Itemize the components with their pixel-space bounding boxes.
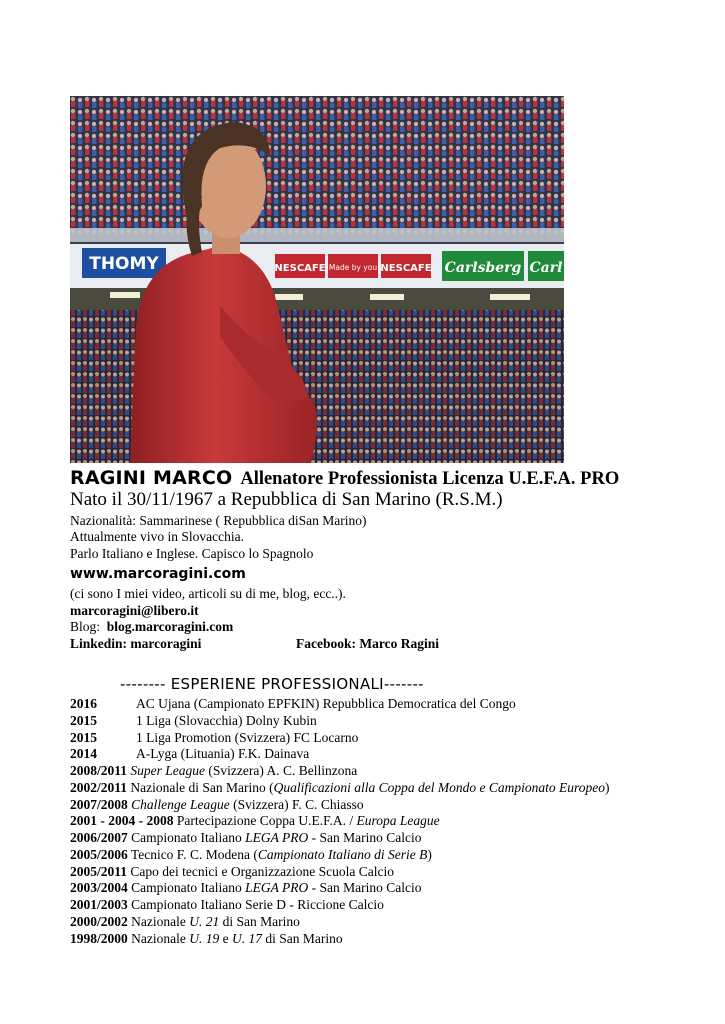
experience-text: 1 Liga Promotion (Svizzera) FC Locarno [136, 729, 359, 745]
stadium-photo-illustration [70, 96, 564, 463]
experience-year: 2005/2006 [70, 846, 128, 862]
experience-year: 2016 [70, 696, 97, 711]
experience-row [70, 914, 300, 930]
experience-row [70, 830, 421, 846]
experience-text: di San Marino [219, 913, 300, 929]
experience-year: 2015 [70, 729, 97, 745]
experience-text: AC Ujana (Campionato EPFKIN) Repubblica Democratica del Congo [136, 696, 516, 711]
experience-text: Campionato Italiano [131, 830, 246, 845]
experience-year: 2000/2002 [70, 913, 128, 929]
experience-row [70, 897, 384, 913]
experience-year: 2008/2011 [70, 763, 128, 778]
experience-year: 2006/2007 [70, 830, 128, 845]
coach-name: RAGINI MARCO [70, 467, 233, 489]
residence: Attualmente vivo in Slovacchia. [70, 529, 244, 544]
experience-text: - San Marino Calcio [308, 830, 422, 845]
experience-row [70, 696, 516, 712]
svg-text:Made by you: Made by you [328, 263, 378, 272]
experience-text: Partecipazione Coppa U.E.F.A. / [173, 813, 357, 829]
blog-line [70, 619, 233, 635]
experience-year: 2014 [70, 746, 97, 762]
experience-text: Nazionale di San Marino ( [130, 779, 274, 795]
experience-row [70, 813, 440, 829]
blog-link[interactable]: blog.marcoragini.com [106, 619, 234, 634]
birth-info: Nato il 30/11/1967 a Repubblica di San Marino (R.S.M.) [70, 489, 503, 510]
website-note: (ci sono I miei video, articoli su di me, blog, ecc..). [70, 586, 346, 601]
experience-year: 2005/2011 [70, 863, 128, 879]
experience-year: 2015 [70, 712, 97, 728]
experience-text: ) [604, 779, 610, 795]
experience-text: Campionato Italiano Serie D - Riccione Calcio [131, 897, 384, 912]
experience-text: Qualificazioni alla Coppa del Mondo e Campionato Europeo [273, 779, 605, 795]
experience-text: Nazionale [131, 930, 190, 946]
experience-text: Campionato Italiano di Serie B [257, 846, 428, 862]
svg-text:THOMY: THOMY [89, 254, 159, 274]
experience-text: Super League [130, 763, 206, 778]
experience-row [70, 746, 309, 762]
experience-text: A-Lyga (Lituania) F.K. Dainava [136, 746, 310, 762]
experience-row [70, 730, 358, 746]
experience-row [70, 763, 357, 779]
blog-label: Blog: [70, 619, 101, 634]
experience-text: e [219, 930, 232, 946]
experience-year: 2001/2003 [70, 897, 128, 912]
experience-text: Challenge League [131, 796, 230, 812]
experience-text: (Svizzera) A. C. Bellinzona [205, 763, 358, 778]
svg-text:NESCAFE: NESCAFE [380, 263, 432, 274]
experience-year: 1998/2000 [70, 930, 128, 946]
coach-photo [70, 96, 564, 463]
name-title-line [70, 467, 619, 490]
email-link[interactable]: marcoragini@libero.it [70, 603, 199, 618]
section-title: -------- ESPERIENE PROFESSIONALI------- [120, 675, 424, 693]
experience-text: 1 Liga (Slovacchia) Dolny Kubin [136, 712, 317, 728]
svg-text:Carlsberg: Carlsberg [444, 260, 522, 276]
experience-row [70, 797, 364, 813]
experience-row [70, 847, 432, 863]
experience-text: U. 19 [189, 930, 220, 946]
experience-text: U. 21 [189, 913, 220, 929]
experience-text: LEGA PRO [245, 880, 309, 896]
experience-text: - San Marino Calcio [308, 880, 422, 896]
experience-text: Tecnico F. C. Modena ( [130, 846, 258, 862]
experience-text: Capo dei tecnici e Organizzazione Scuola Calcio [130, 863, 395, 879]
experience-year: 2002/2011 [70, 779, 128, 795]
website-link[interactable]: www.marcoragini.com [70, 566, 246, 582]
experience-row [70, 880, 421, 896]
coach-title: Allenatore Professionista Licenza U.E.F.A. PRO [240, 469, 620, 489]
experience-row [70, 864, 394, 880]
experience-row [70, 931, 343, 947]
experience-text: di San Marino [261, 930, 343, 946]
linkedin[interactable]: Linkedin: marcoragini [70, 636, 202, 651]
experience-year: 2001 - 2004 - 2008 [70, 813, 174, 829]
experience-text: Campionato Italiano [131, 880, 246, 896]
experience-text: ) [427, 846, 432, 862]
experience-text: Europa League [356, 813, 440, 829]
experience-text: U. 17 [231, 930, 262, 946]
svg-text:NESCAFE: NESCAFE [274, 263, 326, 274]
experience-text: LEGA PRO [245, 830, 309, 845]
experience-text: (Svizzera) F. C. Chiasso [229, 796, 364, 812]
nationality: Nazionalità: Sammarinese ( Repubblica diSan Marino) [70, 513, 367, 528]
experience-year: 2003/2004 [70, 880, 128, 896]
experience-row [70, 713, 317, 729]
facebook[interactable]: Facebook: Marco Ragini [296, 636, 439, 651]
languages: Parlo Italiano e Inglese. Capisco lo Spagnolo [70, 546, 314, 561]
experience-row [70, 780, 609, 796]
experience-year: 2007/2008 [70, 796, 128, 812]
experience-text: Nazionale [131, 913, 190, 929]
svg-text:Carl: Carl [529, 260, 563, 276]
